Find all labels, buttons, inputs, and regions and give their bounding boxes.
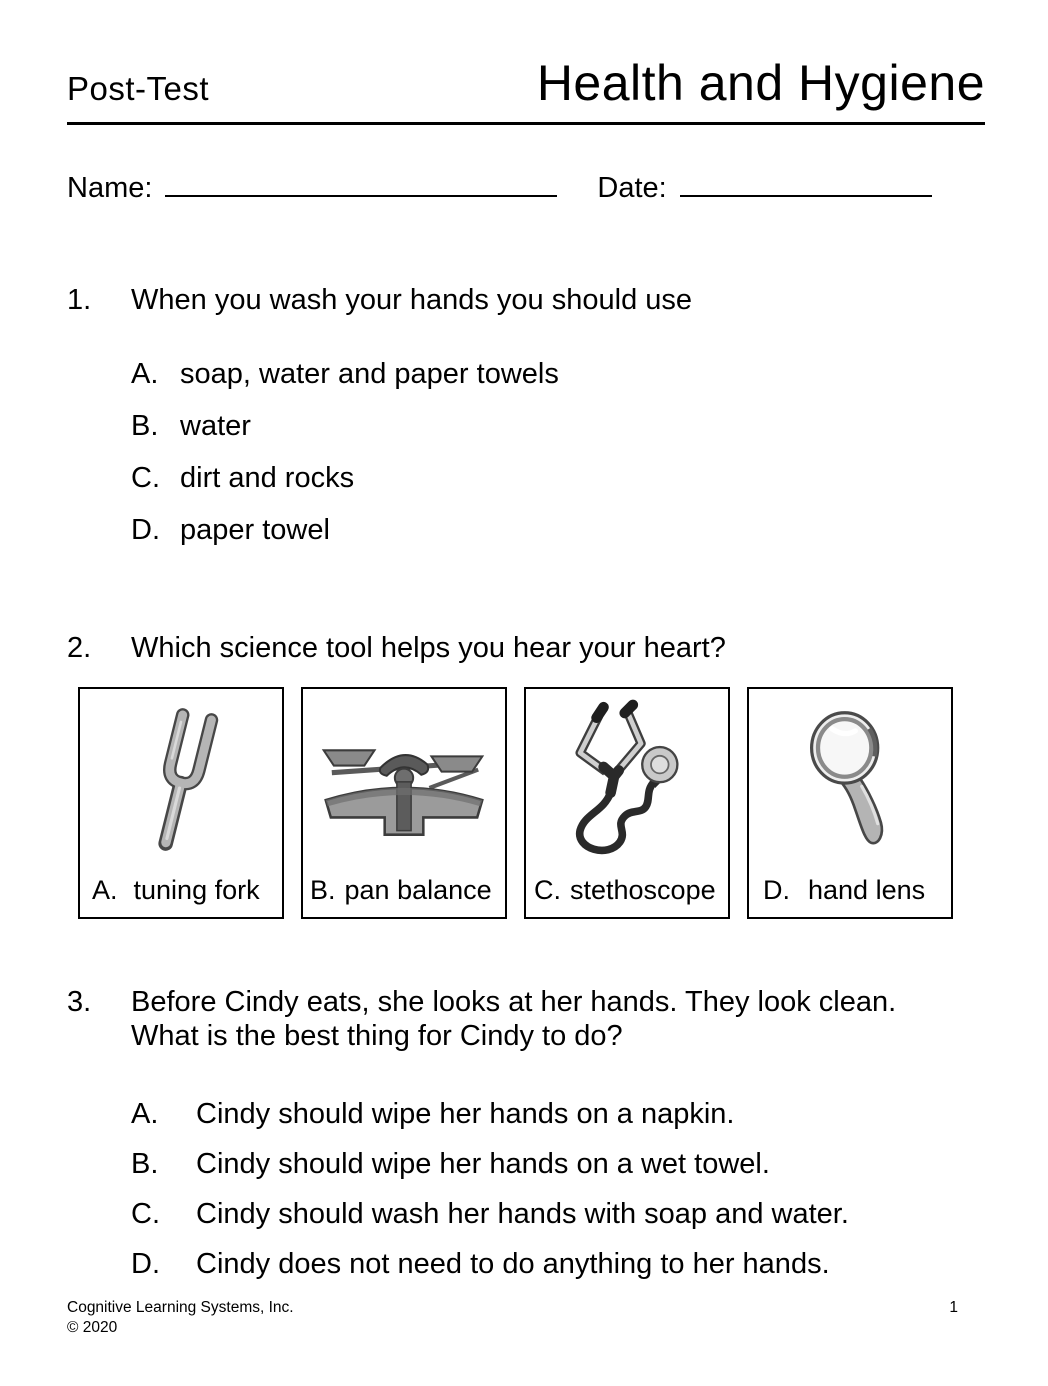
question-3: [67, 985, 985, 1281]
question-3-options: [131, 1097, 985, 1281]
question-2-image-options: [78, 687, 1048, 919]
doc-type-label: Post-Test: [67, 70, 210, 107]
name-date-row: [67, 165, 985, 205]
option-letter: D.: [131, 1248, 160, 1280]
option-row: [131, 1247, 985, 1281]
footer-left: [67, 1298, 294, 1338]
option-text: stethoscope: [570, 875, 716, 905]
option-letter: C.: [131, 462, 160, 494]
option-text: water: [180, 410, 251, 442]
image-option-tuning-fork: [78, 687, 284, 919]
company-name: Cognitive Learning Systems, Inc.: [67, 1299, 294, 1316]
stethoscope-icon: [554, 699, 700, 863]
hand-lens-icon: [790, 701, 910, 861]
option-letter: B.: [131, 410, 159, 442]
option-row: [131, 1097, 985, 1131]
option-text: hand lens: [808, 875, 926, 905]
option-letter: B.: [131, 1148, 159, 1180]
image-option-stethoscope: [524, 687, 730, 919]
option-letter: C.: [131, 1198, 160, 1230]
name-label: Name:: [67, 172, 153, 204]
option-letter: D.: [131, 514, 160, 546]
page-footer: [67, 1298, 958, 1338]
option-row: [131, 461, 985, 495]
image-option-label: [749, 875, 951, 905]
tuning-fork-icon: [129, 703, 233, 861]
question-2-number: 2.: [67, 632, 92, 664]
question-3-text: Before Cindy eats, she looks at her hands. They look clean. What is the best thing for Cindy to do?: [131, 986, 897, 1052]
question-3-number: 3.: [67, 986, 92, 1018]
image-option-label: [526, 875, 728, 905]
page-title: Health and Hygiene: [536, 55, 985, 111]
option-text: soap, water and paper towels: [180, 358, 559, 390]
image-option-label: [303, 875, 505, 905]
option-text: Cindy should wipe her hands on a napkin.: [196, 1098, 735, 1130]
option-letter: D.: [763, 875, 790, 905]
option-row: [131, 409, 985, 443]
page-header: [67, 54, 985, 125]
option-letter: A.: [131, 358, 159, 390]
question-2: [67, 631, 985, 665]
option-row: [131, 1197, 985, 1231]
option-row: [131, 357, 985, 391]
page-number: 1: [949, 1299, 958, 1316]
option-letter: B.: [310, 875, 336, 905]
copyright: © 2020: [67, 1319, 118, 1336]
name-blank-line: [165, 165, 557, 197]
image-option-hand-lens: [747, 687, 953, 919]
option-text: Cindy should wash her hands with soap and water.: [196, 1198, 849, 1230]
option-text: tuning fork: [133, 875, 260, 905]
option-text: dirt and rocks: [180, 462, 355, 494]
date-label: Date:: [597, 172, 667, 204]
question-1-options: [131, 357, 985, 547]
option-row: [131, 1147, 985, 1181]
question-2-text: Which science tool helps you hear your heart?: [131, 632, 726, 664]
date-blank-line: [680, 165, 932, 197]
question-1-text-row: [67, 283, 985, 317]
question-2-text-row: [67, 631, 985, 665]
option-text: Cindy should wipe her hands on a wet towel.: [196, 1148, 770, 1180]
option-letter: A.: [92, 875, 118, 905]
question-3-text-row: [67, 985, 985, 1053]
option-text: pan balance: [344, 875, 492, 905]
image-option-label: [80, 875, 282, 905]
option-row: [131, 513, 985, 547]
option-text: paper towel: [180, 514, 330, 546]
question-1-number: 1.: [67, 284, 92, 316]
image-option-pan-balance: [301, 687, 507, 919]
option-text: Cindy does not need to do anything to her hands.: [196, 1248, 830, 1280]
question-1: [67, 283, 985, 547]
option-letter: C.: [534, 875, 561, 905]
question-1-text: When you wash your hands you should use: [131, 284, 693, 316]
pan-balance-icon: [306, 731, 502, 853]
option-letter: A.: [131, 1098, 159, 1130]
